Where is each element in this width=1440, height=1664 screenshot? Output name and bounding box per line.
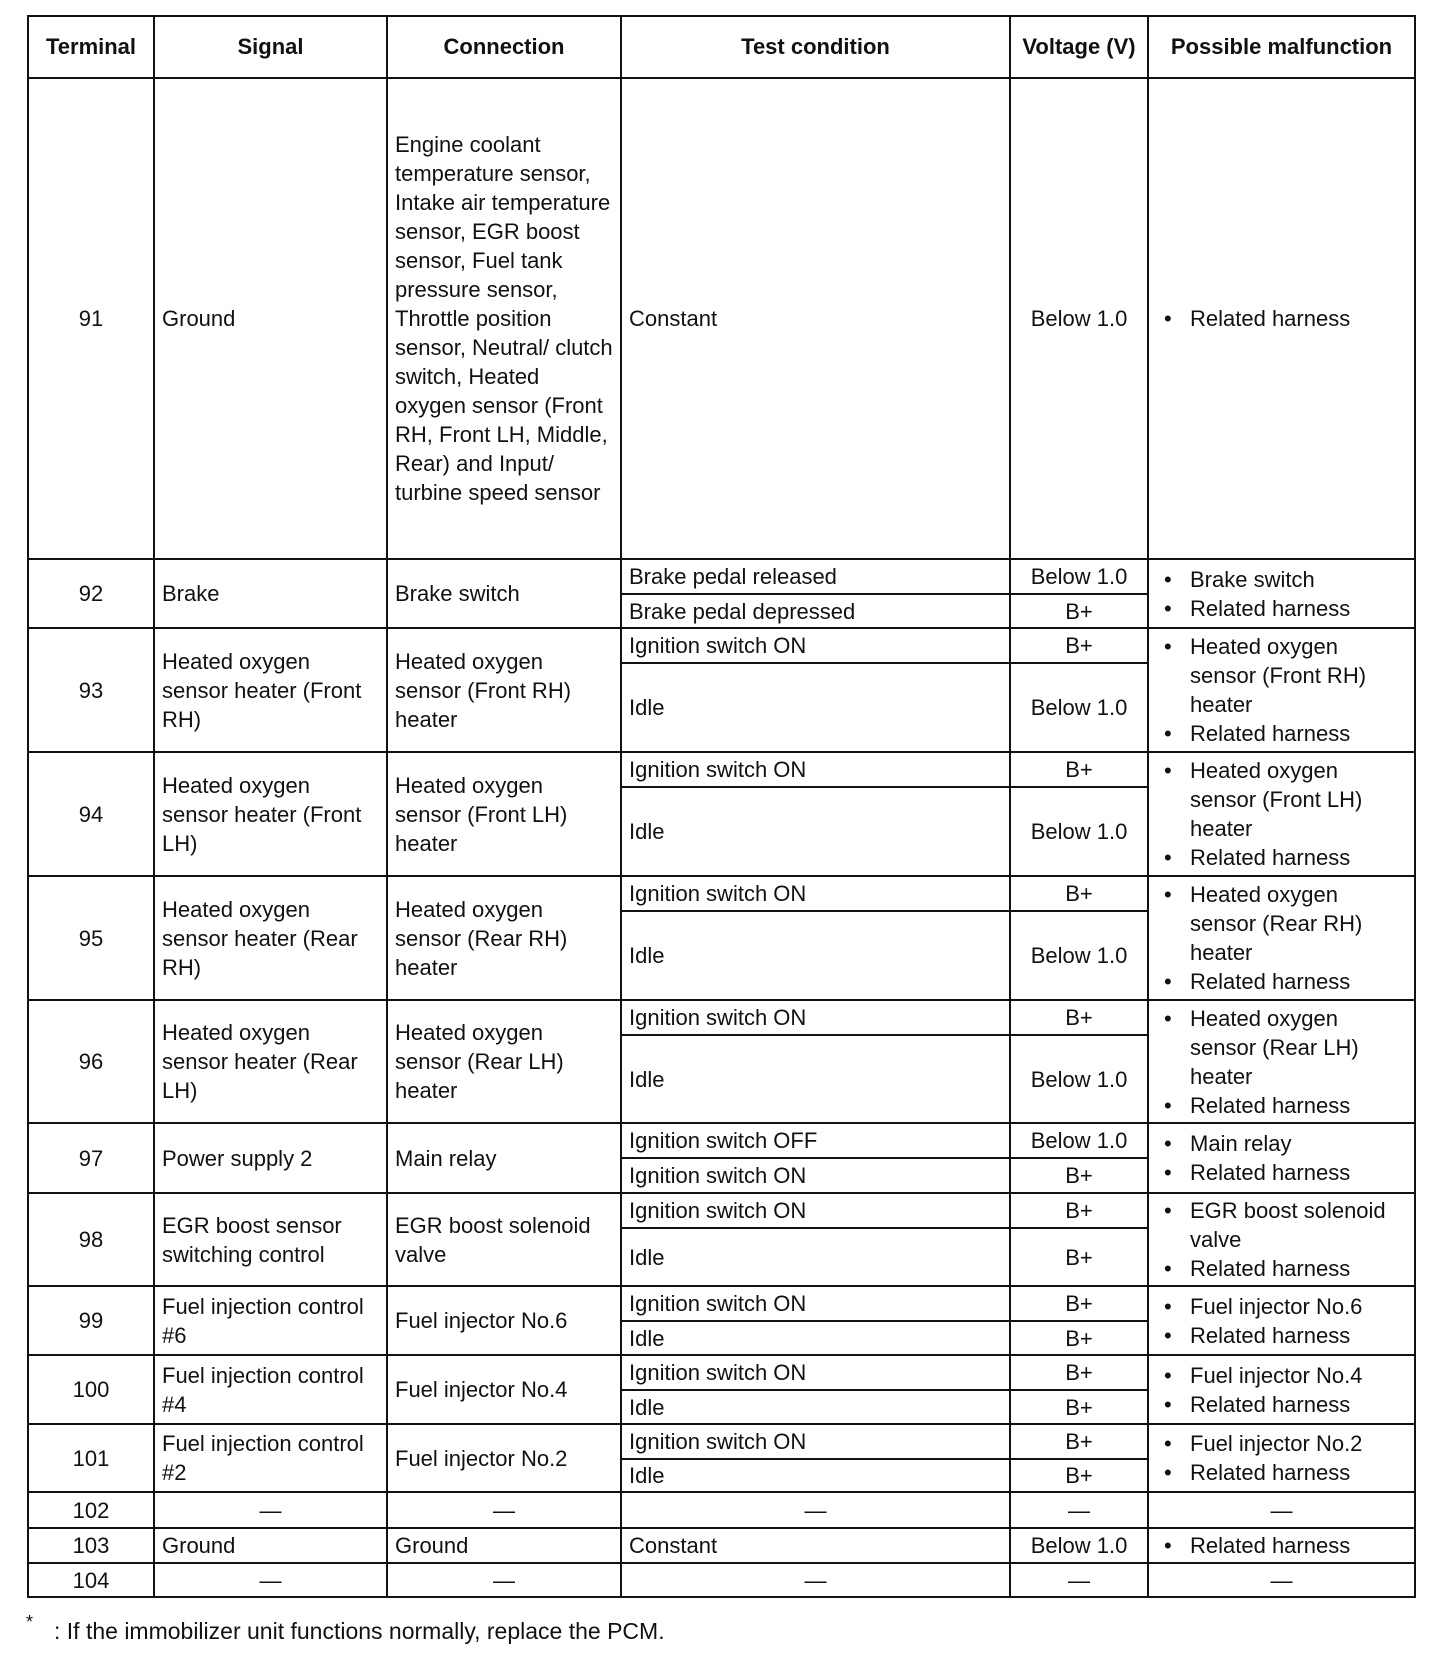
header-test-condition: Test condition <box>621 16 1010 78</box>
table-row <box>28 752 1415 787</box>
test-condition-cell: Ignition switch ON <box>621 1193 1010 1228</box>
table-row <box>28 1355 1415 1390</box>
terminal-cell: 100 <box>28 1355 154 1424</box>
test-condition-cell: Idle <box>621 663 1010 752</box>
terminal-cell: 94 <box>28 752 154 876</box>
malfunction-list <box>1156 1292 1407 1350</box>
terminal-cell: 92 <box>28 559 154 628</box>
malfunction-cell <box>1148 628 1415 752</box>
malfunction-item: • Heated oxygen sensor (Front LH) heater <box>1156 756 1407 843</box>
malfunction-cell <box>1148 1000 1415 1123</box>
signal-cell: EGR boost sensor switching control <box>154 1193 387 1286</box>
voltage-cell: Below 1.0 <box>1010 663 1148 752</box>
voltage-cell: B+ <box>1010 1228 1148 1286</box>
malfunction-list <box>1156 304 1407 333</box>
malfunction-cell <box>1148 752 1415 876</box>
table-row <box>28 628 1415 663</box>
test-condition-cell: Ignition switch OFF <box>621 1123 1010 1158</box>
connection-cell: Fuel injector No.4 <box>387 1355 621 1424</box>
voltage-cell: B+ <box>1010 1390 1148 1424</box>
malfunction-list <box>1156 1429 1407 1487</box>
table-row <box>28 1528 1415 1563</box>
malfunction-item: • Fuel injector No.6 <box>1156 1292 1407 1321</box>
voltage-cell: — <box>1010 1563 1148 1597</box>
voltage-cell: Below 1.0 <box>1010 559 1148 594</box>
connection-cell: Fuel injector No.6 <box>387 1286 621 1355</box>
signal-cell: Ground <box>154 78 387 559</box>
header-row <box>28 16 1415 78</box>
signal-cell: Power supply 2 <box>154 1123 387 1193</box>
malfunction-list <box>1156 1129 1407 1187</box>
malfunction-list <box>1156 1196 1407 1283</box>
malfunction-cell <box>1148 78 1415 559</box>
voltage-cell: B+ <box>1010 1000 1148 1035</box>
malfunction-item: • Related harness <box>1156 304 1407 333</box>
test-condition-cell: Constant <box>621 1528 1010 1563</box>
test-condition-cell: — <box>621 1563 1010 1597</box>
malfunction-cell <box>1148 1193 1415 1286</box>
table-row <box>28 1000 1415 1035</box>
malfunction-cell <box>1148 559 1415 628</box>
table-row <box>28 1193 1415 1228</box>
connection-cell: EGR boost solenoid valve <box>387 1193 621 1286</box>
malfunction-item: • Related harness <box>1156 1458 1407 1487</box>
signal-cell: Brake <box>154 559 387 628</box>
terminal-cell: 102 <box>28 1492 154 1528</box>
table-row <box>28 1563 1415 1597</box>
malfunction-item: • EGR boost solenoid valve <box>1156 1196 1407 1254</box>
malfunction-item: • Heated oxygen sensor (Rear RH) heater <box>1156 880 1407 967</box>
malfunction-item: • Related harness <box>1156 719 1407 748</box>
signal-cell: Fuel injection control #6 <box>154 1286 387 1355</box>
header-possible-malfunction: Possible malfunction <box>1148 16 1415 78</box>
malfunction-item: • Related harness <box>1156 594 1407 623</box>
connection-cell: Fuel injector No.2 <box>387 1424 621 1492</box>
header-signal: Signal <box>154 16 387 78</box>
malfunction-cell <box>1148 1286 1415 1355</box>
voltage-cell: B+ <box>1010 1193 1148 1228</box>
connection-cell: — <box>387 1492 621 1528</box>
malfunction-cell <box>1148 1528 1415 1563</box>
test-condition-cell: — <box>621 1492 1010 1528</box>
terminal-voltage-table <box>27 15 1416 1598</box>
malfunction-item: • Brake switch <box>1156 565 1407 594</box>
voltage-cell: Below 1.0 <box>1010 78 1148 559</box>
malfunction-item: • Related harness <box>1156 1158 1407 1187</box>
malfunction-cell: — <box>1148 1563 1415 1597</box>
test-condition-cell: Constant <box>621 78 1010 559</box>
malfunction-cell <box>1148 1355 1415 1424</box>
malfunction-cell <box>1148 1424 1415 1492</box>
table-row <box>28 78 1415 559</box>
voltage-cell: Below 1.0 <box>1010 1035 1148 1123</box>
malfunction-item: • Related harness <box>1156 1531 1407 1560</box>
table-row <box>28 559 1415 594</box>
malfunction-item: • Related harness <box>1156 967 1407 996</box>
table-row <box>28 876 1415 911</box>
voltage-cell: B+ <box>1010 1321 1148 1355</box>
malfunction-item: • Heated oxygen sensor (Front RH) heater <box>1156 632 1407 719</box>
malfunction-item: • Main relay <box>1156 1129 1407 1158</box>
malfunction-cell <box>1148 1123 1415 1193</box>
signal-cell: Heated oxygen sensor heater (Rear RH) <box>154 876 387 1000</box>
terminal-cell: 98 <box>28 1193 154 1286</box>
test-condition-cell: Ignition switch ON <box>621 1158 1010 1193</box>
voltage-cell: B+ <box>1010 594 1148 628</box>
test-condition-cell: Brake pedal released <box>621 559 1010 594</box>
voltage-cell: B+ <box>1010 628 1148 663</box>
signal-cell: — <box>154 1563 387 1597</box>
signal-cell: Fuel injection control #4 <box>154 1355 387 1424</box>
malfunction-list <box>1156 1004 1407 1120</box>
voltage-cell: B+ <box>1010 1355 1148 1390</box>
connection-cell: Brake switch <box>387 559 621 628</box>
table-row <box>28 1123 1415 1158</box>
voltage-cell: B+ <box>1010 1459 1148 1492</box>
test-condition-cell: Ignition switch ON <box>621 1355 1010 1390</box>
connection-cell: Heated oxygen sensor (Rear RH) heater <box>387 876 621 1000</box>
test-condition-cell: Idle <box>621 911 1010 1000</box>
malfunction-list <box>1156 632 1407 748</box>
voltage-cell: B+ <box>1010 1286 1148 1321</box>
signal-cell: — <box>154 1492 387 1528</box>
malfunction-item: • Related harness <box>1156 843 1407 872</box>
voltage-cell: Below 1.0 <box>1010 1528 1148 1563</box>
table-row <box>28 1286 1415 1321</box>
voltage-cell: B+ <box>1010 1424 1148 1459</box>
signal-cell: Heated oxygen sensor heater (Front LH) <box>154 752 387 876</box>
malfunction-list <box>1156 1531 1407 1560</box>
signal-cell: Heated oxygen sensor heater (Rear LH) <box>154 1000 387 1123</box>
malfunction-item: • Related harness <box>1156 1091 1407 1120</box>
terminal-cell: 93 <box>28 628 154 752</box>
test-condition-cell: Idle <box>621 787 1010 876</box>
malfunction-item: • Related harness <box>1156 1254 1407 1283</box>
connection-cell: Heated oxygen sensor (Rear LH) heater <box>387 1000 621 1123</box>
malfunction-item: • Heated oxygen sensor (Rear LH) heater <box>1156 1004 1407 1091</box>
malfunction-list <box>1156 756 1407 872</box>
voltage-cell: Below 1.0 <box>1010 1123 1148 1158</box>
malfunction-item: • Fuel injector No.4 <box>1156 1361 1407 1390</box>
test-condition-cell: Idle <box>621 1459 1010 1492</box>
malfunction-item: • Related harness <box>1156 1390 1407 1419</box>
connection-cell: Heated oxygen sensor (Front RH) heater <box>387 628 621 752</box>
voltage-cell: B+ <box>1010 752 1148 787</box>
malfunction-list <box>1156 565 1407 623</box>
test-condition-cell: Idle <box>621 1390 1010 1424</box>
connection-cell: Ground <box>387 1528 621 1563</box>
test-condition-cell: Idle <box>621 1321 1010 1355</box>
header-connection: Connection <box>387 16 621 78</box>
malfunction-item: • Related harness <box>1156 1321 1407 1350</box>
table-row <box>28 1492 1415 1528</box>
voltage-cell: — <box>1010 1492 1148 1528</box>
connection-cell: Main relay <box>387 1123 621 1193</box>
test-condition-cell: Brake pedal depressed <box>621 594 1010 628</box>
terminal-cell: 97 <box>28 1123 154 1193</box>
terminal-cell: 96 <box>28 1000 154 1123</box>
header-voltage: Voltage (V) <box>1010 16 1148 78</box>
test-condition-cell: Ignition switch ON <box>621 1286 1010 1321</box>
terminal-cell: 95 <box>28 876 154 1000</box>
signal-cell: Heated oxygen sensor heater (Front RH) <box>154 628 387 752</box>
malfunction-list <box>1156 880 1407 996</box>
voltage-cell: B+ <box>1010 876 1148 911</box>
voltage-cell: Below 1.0 <box>1010 911 1148 1000</box>
footnote-mark: * <box>26 1612 34 1632</box>
connection-cell: Engine coolant temperature sensor, Intake air temperature sensor, EGR boost sensor, Fuel tank pressure sensor, Throttle position sensor, Neutral/ clutch switch, Heated oxygen sensor (Front RH, Front LH, Middle, Rear) and Input/ turbine speed sensor <box>387 78 621 559</box>
terminal-cell: 101 <box>28 1424 154 1492</box>
terminal-cell: 91 <box>28 78 154 559</box>
connection-cell: Heated oxygen sensor (Front LH) heater <box>387 752 621 876</box>
header-terminal: Terminal <box>28 16 154 78</box>
terminal-cell: 104 <box>28 1563 154 1597</box>
terminal-cell: 99 <box>28 1286 154 1355</box>
footnote-text: : If the immobilizer unit functions normally, replace the PCM. <box>54 1618 665 1644</box>
test-condition-cell: Idle <box>621 1228 1010 1286</box>
connection-cell: — <box>387 1563 621 1597</box>
test-condition-cell: Ignition switch ON <box>621 628 1010 663</box>
signal-cell: Fuel injection control #2 <box>154 1424 387 1492</box>
test-condition-cell: Ignition switch ON <box>621 1424 1010 1459</box>
test-condition-cell: Idle <box>621 1035 1010 1123</box>
table-row <box>28 1424 1415 1459</box>
malfunction-list <box>1156 1361 1407 1419</box>
test-condition-cell: Ignition switch ON <box>621 876 1010 911</box>
malfunction-cell <box>1148 876 1415 1000</box>
test-condition-cell: Ignition switch ON <box>621 752 1010 787</box>
signal-cell: Ground <box>154 1528 387 1563</box>
malfunction-item: • Fuel injector No.2 <box>1156 1429 1407 1458</box>
terminal-cell: 103 <box>28 1528 154 1563</box>
malfunction-cell: — <box>1148 1492 1415 1528</box>
voltage-cell: Below 1.0 <box>1010 787 1148 876</box>
voltage-cell: B+ <box>1010 1158 1148 1193</box>
test-condition-cell: Ignition switch ON <box>621 1000 1010 1035</box>
